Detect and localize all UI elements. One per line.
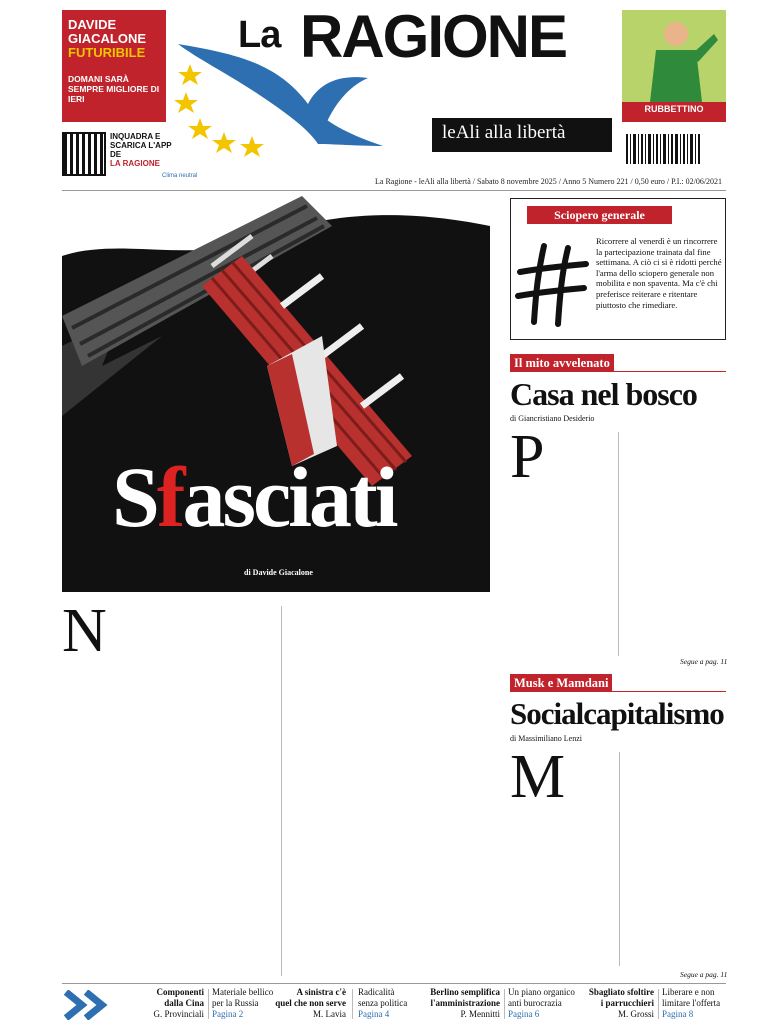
musk-kicker-rule [510, 691, 726, 692]
logo-ragione: RAGIONE [300, 3, 567, 70]
column-divider [619, 752, 620, 966]
hashtag-icon [514, 232, 590, 332]
man-illustration-icon [622, 10, 726, 102]
app-download-text [110, 132, 180, 168]
footer-item-author: G. Provinciali [153, 1009, 204, 1019]
lead-col-1 [62, 604, 276, 980]
book-promo-left[interactable] [62, 10, 166, 122]
footer-item-line1: Sbagliato sfoltire [588, 987, 654, 997]
footer-item-line2: l'amministrazione [430, 998, 500, 1008]
footer-item-line1: Liberare e non [662, 987, 715, 997]
footer-item-line1: Materiale bellico [212, 987, 274, 997]
footer-item[interactable] [142, 987, 204, 1020]
masthead-slogan: leAli alla libertà [432, 118, 612, 152]
sciopero-text: Ricorrere al venerdì è un rincorrere la partecipazione trainata dal fine settimana. A ciò ci si è ridotti perché l'arma dello sciopero generale non mobilita e non spaventa. Ma c'è chi preferisce reiterare e ritentare piuttosto che rimediare. [596, 236, 722, 310]
footer-item-line2: dalla Cina [164, 998, 204, 1008]
casa-col-1 [510, 430, 614, 658]
barcode-icon [622, 126, 726, 172]
promo-tagline: DOMANI SARÀ SEMPRE MIGLIORE DI IERI [68, 74, 160, 104]
app-download-line: INQUADRA E SCARICA L'APP DE [110, 132, 172, 159]
lead-dropcap: N [62, 604, 107, 665]
footer-item-page-link[interactable]: Pagina 4 [358, 1009, 390, 1019]
footer-divider [504, 989, 505, 1019]
footer-item-author: M. Lavia [313, 1009, 346, 1019]
footer-item-line2: anti burocrazia [508, 998, 562, 1008]
footer-item-line2: limitare l'offerta [662, 998, 721, 1008]
app-download-brand: LA RAGIONE [110, 159, 160, 168]
footer-item-line1: A sinistra c'è [296, 987, 346, 997]
footer-item-author: M. Grossi [617, 1009, 654, 1019]
double-arrow-icon [62, 990, 134, 1020]
musk-kicker[interactable]: Musk e Mamdani [510, 674, 612, 692]
footer-item-line2: per la Russia [212, 998, 259, 1008]
column-divider [618, 432, 619, 656]
casa-segue[interactable]: Segue a pag. 11 [680, 657, 728, 666]
musk-title[interactable]: Socialcapitalismo [510, 696, 724, 731]
footer-divider [658, 989, 659, 1019]
footer-item[interactable] [508, 987, 578, 1020]
musk-col-2 [623, 750, 726, 968]
footer-item-line1: Radicalità [358, 987, 395, 997]
footer-item[interactable] [574, 987, 654, 1020]
casa-title[interactable]: Casa nel bosco [510, 376, 697, 412]
footer-item-author: P. Mennitti [460, 1009, 500, 1019]
casa-col-2 [622, 430, 726, 658]
musk-col-1 [510, 750, 616, 968]
footer-item-line1: Componenti [156, 987, 204, 997]
headline-s: S [112, 449, 157, 545]
footer-item-page-link[interactable]: Pagina 2 [212, 1009, 244, 1019]
headline-f: f [156, 449, 183, 545]
musk-dropcap: M [510, 750, 566, 811]
publisher-name: RUBBETTINO [644, 104, 704, 114]
headline-rest: asciati [182, 449, 396, 545]
lead-byline: di Davide Giacalone [244, 568, 313, 577]
masthead-rule [62, 190, 726, 191]
lead-headline[interactable] [112, 449, 396, 545]
logo-la: La [238, 14, 281, 56]
footer-item[interactable] [266, 987, 346, 1020]
promo-author: DAVIDE GIACALONE [68, 17, 146, 46]
casa-kicker-rule [510, 371, 726, 372]
casa-kicker[interactable]: Il mito avvelenato [510, 354, 614, 372]
footer-item-line1: Un piano organico [508, 987, 575, 997]
casa-byline: di Giancristiano Desiderio [510, 414, 595, 423]
musk-segue[interactable]: Segue a pag. 11 [680, 970, 728, 979]
footer-item[interactable] [416, 987, 500, 1020]
footer-item-line2: i parrucchieri [600, 998, 654, 1008]
column-divider [281, 606, 282, 976]
dateline: La Ragione - leAli alla libertà / Sabato 8 novembre 2025 / Anno 5 Numero 221 / 0,50 euro / P.I.: 02/06/2021 [375, 177, 723, 186]
casa-dropcap: P [510, 430, 545, 491]
footer-item[interactable] [358, 987, 420, 1020]
footer-item-line2: quel che non serve [275, 998, 346, 1008]
sciopero-kicker[interactable]: Sciopero generale [527, 206, 672, 224]
footer-item-line2: senza politica [358, 998, 408, 1008]
footer-item-page-link[interactable]: Pagina 6 [508, 1009, 540, 1019]
footer-item[interactable] [662, 987, 726, 1020]
clima-neutral-badge: Clima neutral [162, 173, 198, 179]
musk-byline: di Massimiliano Lenzi [510, 734, 582, 743]
footer-item-line1: Berlino semplifica [430, 987, 500, 997]
lead-col-2 [286, 604, 490, 980]
promo-title: FUTURIBILE [68, 45, 146, 60]
footer-divider [352, 989, 353, 1019]
footer-item-page-link[interactable]: Pagina 8 [662, 1009, 694, 1019]
footer-divider [208, 989, 209, 1019]
book-promo-right[interactable] [622, 10, 726, 122]
qr-code-icon[interactable] [62, 132, 106, 176]
